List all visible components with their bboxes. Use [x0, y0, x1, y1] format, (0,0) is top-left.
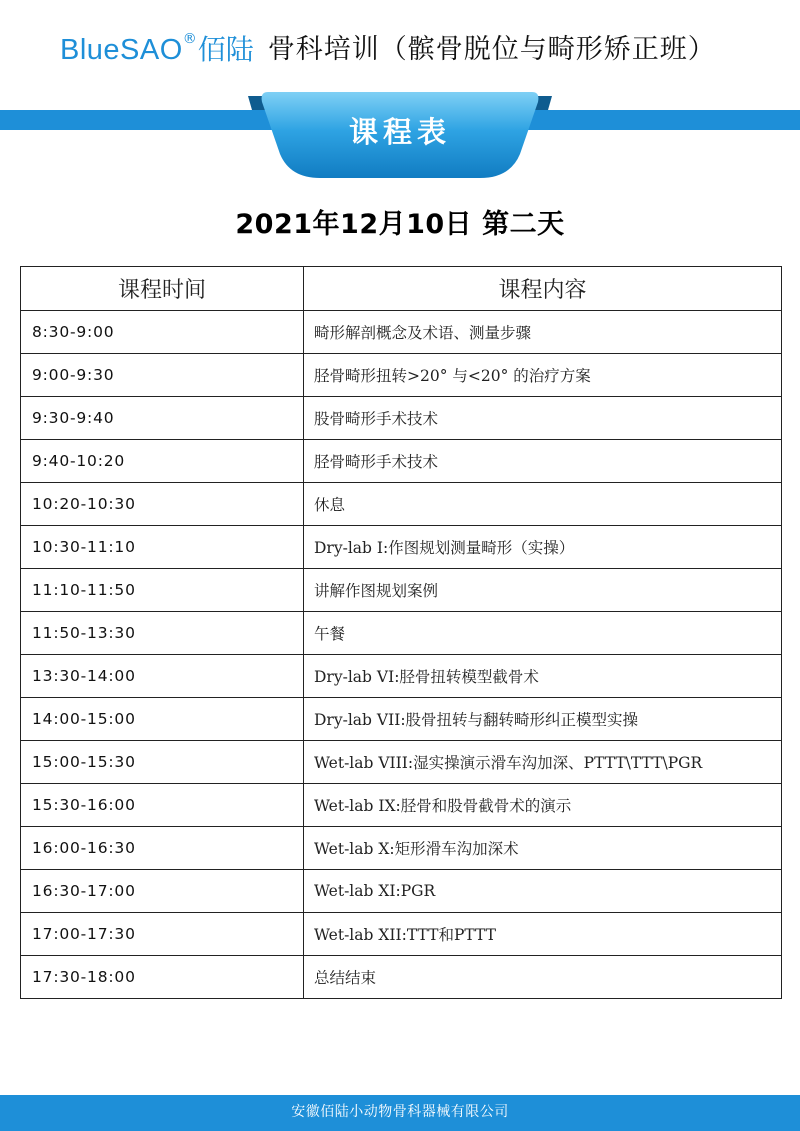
time-cell: 10:20-10:30	[21, 483, 304, 526]
time-cell: 17:30-18:00	[21, 956, 304, 999]
content-cell: Wet-lab XI:PGR	[304, 870, 782, 913]
time-cell: 10:30-11:10	[21, 526, 304, 569]
schedule-body	[21, 311, 782, 999]
time-cell: 9:00-9:30	[21, 354, 304, 397]
content-cell: Wet-lab X:矩形滑车沟加深术	[304, 827, 782, 870]
content-cell: 休息	[304, 483, 782, 526]
content-cell: Wet-lab VIII:湿实操演示滑车沟加深、PTTT\TTT\PGR	[304, 741, 782, 784]
time-cell: 9:30-9:40	[21, 397, 304, 440]
schedule-table	[20, 266, 782, 999]
time-cell: 14:00-15:00	[21, 698, 304, 741]
time-cell: 9:40-10:20	[21, 440, 304, 483]
table-row	[21, 483, 782, 526]
table-row	[21, 440, 782, 483]
table-row	[21, 311, 782, 354]
time-cell: 16:00-16:30	[21, 827, 304, 870]
content-cell: Dry-lab VII:股骨扭转与翻转畸形纠正模型实操	[304, 698, 782, 741]
table-row	[21, 784, 782, 827]
content-cell: 午餐	[304, 612, 782, 655]
content-cell: 股骨畸形手术技术	[304, 397, 782, 440]
column-header-content: 课程内容	[304, 267, 782, 311]
time-cell: 11:10-11:50	[21, 569, 304, 612]
time-cell: 15:00-15:30	[21, 741, 304, 784]
time-cell: 8:30-9:00	[21, 311, 304, 354]
time-cell: 17:00-17:30	[21, 913, 304, 956]
table-row	[21, 612, 782, 655]
time-cell: 15:30-16:00	[21, 784, 304, 827]
page-title: 骨科培训（髌骨脱位与畸形矫正班）	[267, 34, 716, 65]
content-cell: 畸形解剖概念及术语、测量步骤	[304, 311, 782, 354]
content-cell: Dry-lab VI:胫骨扭转模型截骨术	[304, 655, 782, 698]
registered-mark: ®	[182, 31, 197, 47]
table-row	[21, 397, 782, 440]
header	[60, 30, 716, 70]
content-cell: Dry-lab I:作图规划测量畸形（实操）	[304, 526, 782, 569]
company-name: 安徽佰陆小动物骨科器械有限公司	[291, 1104, 509, 1120]
time-cell: 13:30-14:00	[21, 655, 304, 698]
table-row	[21, 827, 782, 870]
table-row	[21, 354, 782, 397]
time-cell: 11:50-13:30	[21, 612, 304, 655]
brand-logo: BlueSAO	[60, 34, 183, 66]
table-row	[21, 913, 782, 956]
table-row	[21, 655, 782, 698]
table-row	[21, 870, 782, 913]
schedule-date: 2021年12月10日 第二天	[235, 209, 565, 240]
table-row	[21, 741, 782, 784]
content-cell: Wet-lab XII:TTT和PTTT	[304, 913, 782, 956]
content-cell: 总结结束	[304, 956, 782, 999]
table-row	[21, 698, 782, 741]
content-cell: 胫骨畸形手术技术	[304, 440, 782, 483]
content-cell: Wet-lab IX:胫骨和股骨截骨术的演示	[304, 784, 782, 827]
brand-logo-cn: 佰陆	[197, 33, 254, 66]
footer	[0, 1095, 800, 1131]
table-row	[21, 956, 782, 999]
column-header-time: 课程时间	[21, 267, 304, 311]
table-row	[21, 569, 782, 612]
content-cell: 胫骨畸形扭转>20° 与<20° 的治疗方案	[304, 354, 782, 397]
content-cell: 讲解作图规划案例	[304, 569, 782, 612]
ribbon-title: 课程表	[348, 115, 451, 149]
table-row	[21, 526, 782, 569]
table-header-row	[21, 267, 782, 311]
time-cell: 16:30-17:00	[21, 870, 304, 913]
